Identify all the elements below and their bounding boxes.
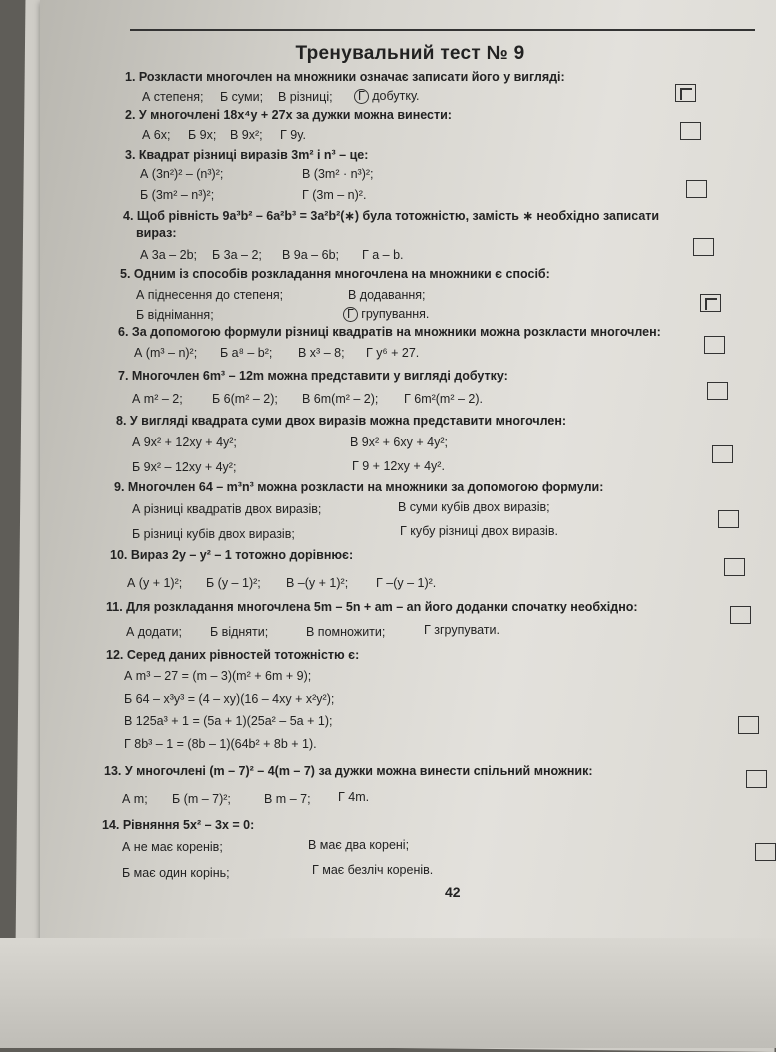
q12-option-d: Г 8b³ – 1 = (8b – 1)(64b² + 8b + 1). [124, 737, 317, 751]
q12-answer-box[interactable] [738, 716, 759, 734]
q3-option-b: Б (3m² – n³)²; [140, 188, 215, 202]
q1-option-b: Б суми; [220, 90, 264, 104]
q7-option-b: Б 6(m² – 2); [212, 392, 278, 406]
q14-answer-box[interactable] [755, 843, 776, 861]
q8-option-a: А 9x² + 12xy + 4y²; [132, 435, 237, 449]
question-6: 6. За допомогою формули різниці квадратів на множники можна розкласти многочлен: [118, 325, 661, 339]
q7-answer-box[interactable] [707, 382, 728, 400]
q7-option-a: А m² – 2; [132, 392, 183, 406]
question-5: 5. Одним із способів розкладання многочлена на множники є спосіб: [120, 267, 550, 281]
q8-answer-box[interactable] [712, 445, 733, 463]
q2-option-c: В 9x²; [230, 128, 263, 142]
q10-option-c: В –(y + 1)²; [286, 576, 349, 590]
q1-option-c: В різниці; [278, 90, 333, 104]
answer-circle: Г [354, 89, 369, 104]
q14-option-c: В має два корені; [308, 838, 410, 852]
q6-option-b: Б a⁸ – b²; [220, 346, 273, 360]
q2-option-b: Б 9x; [188, 128, 217, 142]
q5-answer-box[interactable] [700, 294, 721, 312]
question-1: 1. Розкласти многочлен на множники означає записати його у вигляді: [125, 70, 565, 84]
q12-option-c: В 125a³ + 1 = (5a + 1)(25a² – 5a + 1); [124, 714, 333, 728]
q10-option-a: А (y + 1)²; [127, 576, 183, 590]
q9-option-c: В суми кубів двох виразів; [398, 500, 550, 514]
q8-option-d: Г 9 + 12xy + 4y². [352, 459, 445, 473]
q14-option-a: А не має коренів; [122, 840, 223, 854]
question-14: 14. Рівняння 5x² – 3x = 0: [102, 818, 255, 832]
q5-option-c: В додавання; [348, 288, 426, 302]
question-3: 3. Квадрат різниці виразів 3m² і n³ – це: [125, 148, 369, 162]
q11-option-a: А додати; [126, 625, 182, 639]
q4-option-c: В 9a – 6b; [282, 248, 339, 262]
q7-option-d: Г 6m²(m² – 2). [404, 392, 483, 406]
answer-circle: Г [343, 307, 358, 322]
q3-option-d: Г (3m – n)². [302, 188, 367, 202]
q13-option-d: Г 4m. [338, 790, 370, 804]
question-10: 10. Вираз 2y – y² – 1 тотожно дорівнює: [110, 548, 354, 562]
question-9: 9. Многочлен 64 – m³n³ можна розкласти на множники за допомогою формули: [114, 480, 604, 494]
q1-option-d: Г добутку. [354, 89, 419, 104]
q5-option-b: Б віднімання; [136, 308, 214, 322]
q1-answer-box[interactable] [675, 84, 696, 102]
question-4-cont: вираз: [136, 226, 177, 240]
q9-option-d: Г кубу різниці двох виразів. [400, 524, 558, 538]
q12-option-b: Б 64 – x³y³ = (4 – xy)(16 – 4xy + x²y²); [124, 692, 335, 706]
page-number: 42 [445, 884, 461, 900]
q4-option-a: А 3a – 2b; [140, 248, 197, 262]
page-title: Тренувальний тест № 9 [295, 43, 525, 64]
question-8: 8. У вигляді квадрата суми двох виразів можна представити многочлен: [116, 414, 567, 428]
q13-option-a: А m; [122, 792, 148, 806]
q13-answer-box[interactable] [746, 770, 767, 788]
lower-sheet [0, 938, 776, 1048]
q3-answer-box[interactable] [686, 180, 707, 198]
q9-answer-box[interactable] [718, 510, 739, 528]
q11-option-d: Г згрупувати. [424, 623, 500, 637]
q5-option-a: А піднесення до степеня; [136, 288, 284, 302]
question-12: 12. Серед даних рівностей тотожністю є: [106, 648, 360, 662]
q4-option-d: Г a – b. [362, 248, 404, 262]
q6-answer-box[interactable] [704, 336, 725, 354]
header-rule [130, 29, 755, 31]
q6-option-c: В x³ – 8; [298, 346, 345, 360]
q4-answer-box[interactable] [693, 238, 714, 256]
q10-option-b: Б (y – 1)²; [206, 576, 261, 590]
question-7: 7. Многочлен 6m³ – 12m можна представити у вигляді добутку: [118, 369, 508, 383]
question-4: 4. Щоб рівність 9a³b² – 6a²b³ = 3a²b²(∗) була тотожністю, замість ∗ необхідно записати [123, 209, 660, 223]
q2-option-a: А 6x; [142, 128, 171, 142]
q11-option-b: Б відняти; [210, 625, 269, 639]
question-11: 11. Для розкладання многочлена 5m – 5n + am – an його доданки спочатку необхідно: [106, 600, 638, 614]
q11-answer-box[interactable] [730, 606, 751, 624]
q10-option-d: Г –(y – 1)². [376, 576, 437, 590]
question-13: 13. У многочлені (m – 7)² – 4(m – 7) за дужки можна винести спільний множник: [104, 764, 593, 778]
q7-option-c: В 6m(m² – 2); [302, 392, 379, 406]
q6-option-d: Г y⁶ + 27. [366, 346, 420, 360]
q8-option-c: В 9x² + 6xy + 4y²; [350, 435, 448, 449]
q2-answer-box[interactable] [680, 122, 701, 140]
q9-option-a: А різниці квадратів двох виразів; [132, 502, 322, 516]
q5-option-d: Г групування. [343, 307, 429, 322]
q8-option-b: Б 9x² – 12xy + 4y²; [132, 460, 237, 474]
q6-option-a: А (m³ – n)²; [134, 346, 198, 360]
q13-option-b: Б (m – 7)²; [172, 792, 231, 806]
q3-option-c: В (3m² · n³)²; [302, 167, 374, 181]
q11-option-c: В помножити; [306, 625, 386, 639]
q3-option-a: А (3n²)² – (n³)²; [140, 167, 224, 181]
q4-option-b: Б 3a – 2; [212, 248, 262, 262]
q13-option-c: В m – 7; [264, 792, 311, 806]
q14-option-b: Б має один корінь; [122, 866, 230, 880]
q14-option-d: Г має безліч коренів. [312, 863, 434, 877]
test-page [40, 0, 776, 948]
q10-answer-box[interactable] [724, 558, 745, 576]
q9-option-b: Б різниці кубів двох виразів; [132, 527, 295, 541]
q12-option-a: А m³ – 27 = (m – 3)(m² + 6m + 9); [124, 669, 312, 683]
q1-option-a: А степеня; [142, 90, 204, 104]
question-2: 2. У многочлені 18x⁴y + 27x за дужки можна винести: [125, 108, 452, 122]
q2-option-d: Г 9y. [280, 128, 306, 142]
